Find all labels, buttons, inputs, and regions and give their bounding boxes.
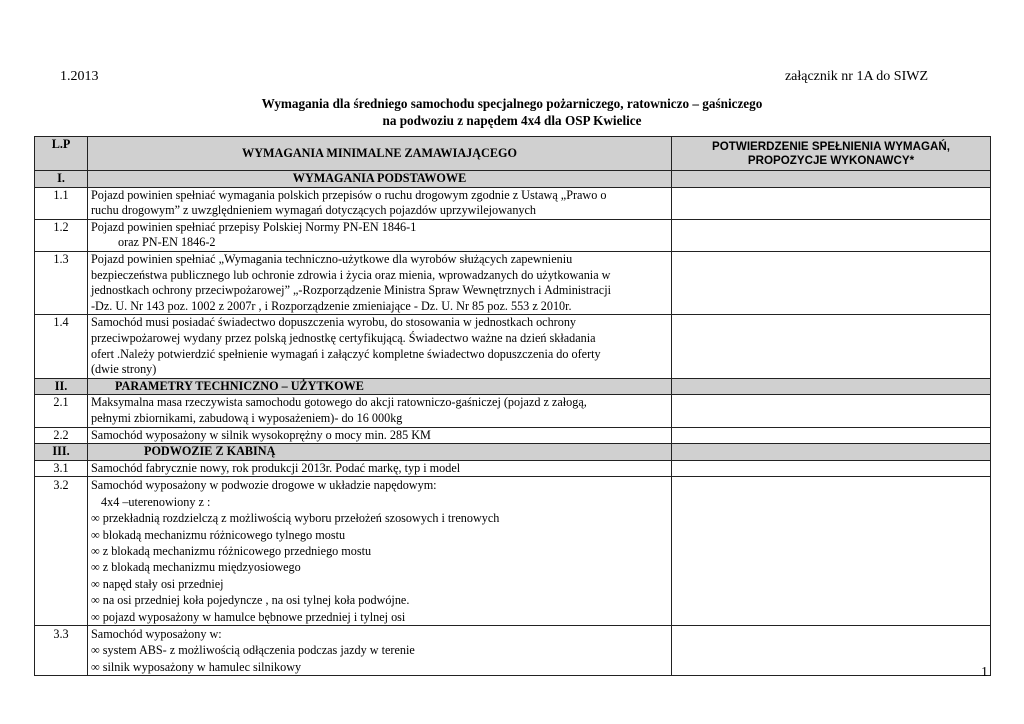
table-row <box>35 187 991 219</box>
confirmation-cell[interactable] <box>672 219 991 251</box>
row-requirement <box>88 187 672 219</box>
requirement-line: Pojazd powinien spełniać „Wymagania techniczno-użytkowe dla wyrobów służących zapewnieniu <box>91 251 573 266</box>
table-header-row <box>35 137 991 171</box>
row-number: 3.2 <box>35 477 88 626</box>
table-row <box>35 219 991 251</box>
requirement-line: pełnymi zbiornikami, zabudową i wyposażeniem)- do 16 000kg <box>91 410 403 425</box>
requirement-line: Samochód wyposażony w: <box>91 626 222 641</box>
requirement-line: ∞ pojazd wyposażony w hamulce bębnowe przedniej i tylnej osi <box>91 609 406 624</box>
section-row <box>35 171 991 188</box>
requirement-line: jednostkach ochrony przeciwpożarowej” „-Rozporządzenie Ministra Spraw Wewnętrznych i Administracji <box>91 283 611 298</box>
row-number: 3.1 <box>35 460 88 477</box>
section-confirmation-cell <box>672 378 991 395</box>
requirement-line: Samochód fabrycznie nowy, rok produkcji 2013r. Podać markę, typ i model <box>91 460 461 475</box>
section-title: PODWOZIE Z KABINĄ <box>88 444 672 461</box>
requirement-line: ∞ z blokadą mechanizmu różnicowego przedniego mostu <box>91 543 372 558</box>
section-number: III. <box>35 444 88 461</box>
requirement-line: 4x4 –uterenowiony z : <box>101 494 211 509</box>
requirement-line: ∞ na osi przedniej koła pojedyncze , na osi tylnej koła podwójne. <box>91 593 410 608</box>
row-number: 2.2 <box>35 427 88 444</box>
header-confirmation-line2: PROPOZYCJE WYKONAWCY* <box>747 153 915 167</box>
row-requirement <box>88 477 672 626</box>
row-number: 1.2 <box>35 219 88 251</box>
requirements-table <box>34 136 991 676</box>
requirement-line: ∞ blokadą mechanizmu różnicowego tylnego mostu <box>91 527 346 542</box>
requirement-line: bezpieczeństwa publicznego lub ochronie zdrowia i życia oraz mienia, wprowadzanych do użytkowania w <box>91 267 611 282</box>
row-number: 2.1 <box>35 395 88 427</box>
confirmation-cell[interactable] <box>672 187 991 219</box>
confirmation-cell[interactable] <box>672 460 991 477</box>
confirmation-cell[interactable] <box>672 395 991 427</box>
requirement-line: Pojazd powinien spełniać wymagania polskich przepisów o ruchu drogowym zgodnie z Ustawą „Prawo o <box>91 187 607 202</box>
table-row <box>35 315 991 378</box>
requirement-line: ofert .Należy potwierdzić spełnienie wymagań i załączyć kompletne świadectwo dopuszczenia do oferty <box>91 346 601 361</box>
requirement-line: przeciwpożarowej wydany przez polską jednostkę certyfikującą. Świadectwo ważne na dzień składania <box>91 330 596 345</box>
requirement-line: oraz PN-EN 1846-2 <box>118 235 216 250</box>
requirement-line: ∞ silnik wyposażony w hamulec silnikowy <box>91 659 302 674</box>
row-number: 1.4 <box>35 315 88 378</box>
table-row <box>35 460 991 477</box>
row-number: 3.3 <box>35 625 88 675</box>
document-title-line2: na podwoziu z napędem 4x4 dla OSP Kwielice <box>382 113 642 128</box>
confirmation-cell[interactable] <box>672 315 991 378</box>
confirmation-cell[interactable] <box>672 625 991 675</box>
section-number: I. <box>35 171 88 188</box>
requirement-line: Maksymalna masa rzeczywista samochodu gotowego do akcji ratowniczo-gaśniczej (pojazd z załogą, <box>91 395 587 410</box>
requirement-line: -Dz. U. Nr 143 poz. 1002 z 2007r , i Rozporządzenie zmieniające - Dz. U. Nr 85 poz. 553 z 2010r. <box>91 298 572 313</box>
confirmation-cell[interactable] <box>672 251 991 314</box>
table-row <box>35 395 991 427</box>
section-confirmation-cell <box>672 171 991 188</box>
table-row <box>35 625 991 675</box>
row-requirement <box>88 395 672 427</box>
section-row <box>35 444 991 461</box>
section-row <box>35 378 991 395</box>
header-confirmation <box>672 137 991 171</box>
header-requirements: WYMAGANIA MINIMALNE ZAMAWIAJĄCEGO <box>88 137 672 171</box>
requirement-line: Samochód wyposażony w podwozie drogowe w układzie napędowym: <box>91 478 437 493</box>
requirement-line: ∞ system ABS- z możliwością odłączenia podczas jazdy w terenie <box>91 643 415 658</box>
confirmation-cell[interactable] <box>672 477 991 626</box>
requirement-line: ∞ z blokadą mechanizmu międzyosiowego <box>91 560 301 575</box>
header-lp: L.P <box>35 137 88 171</box>
row-requirement <box>88 460 672 477</box>
requirement-line: ruchu drogowym” z uwzględnieniem wymagań dotyczących pojazdów uprzywilejowanych <box>91 203 537 218</box>
requirement-line: Pojazd powinien spełniać przepisy Polskiej Normy PN-EN 1846-1 <box>91 219 417 234</box>
requirement-line: Samochód musi posiadać świadectwo dopuszczenia wyrobu, do stosowania w jednostkach ochrony <box>91 315 577 330</box>
section-number: II. <box>35 378 88 395</box>
row-requirement <box>88 427 672 444</box>
document-title-line1: Wymagania dla średniego samochodu specjalnego pożarniczego, ratowniczo – gaśniczego <box>261 96 763 111</box>
row-requirement <box>88 251 672 314</box>
table-row <box>35 251 991 314</box>
row-number: 1.3 <box>35 251 88 314</box>
requirement-line: Samochód wyposażony w silnik wysokoprężny o mocy min. 285 KM <box>91 427 431 442</box>
row-requirement <box>88 219 672 251</box>
section-title: PARAMETRY TECHNICZNO – UŻYTKOWE <box>88 378 672 395</box>
requirement-line: (dwie strony) <box>91 362 157 377</box>
table-row <box>35 477 991 626</box>
requirement-line: ∞ przekładnią rozdzielczą z możliwością wyboru przełożeń szosowych i trenowych <box>91 511 500 526</box>
header-confirmation-line1: POTWIERDZENIE SPEŁNIENIA WYMAGAŃ, <box>712 139 950 153</box>
row-number: 1.1 <box>35 187 88 219</box>
attachment-label: załącznik nr 1A do SIWZ <box>784 69 928 84</box>
document-date: 1.2013 <box>60 69 99 84</box>
page-number: 1 <box>981 665 988 680</box>
table-row <box>35 427 991 444</box>
section-confirmation-cell <box>672 444 991 461</box>
requirement-line: ∞ napęd stały osi przedniej <box>91 576 224 591</box>
row-requirement <box>88 315 672 378</box>
row-requirement <box>88 625 672 675</box>
confirmation-cell[interactable] <box>672 427 991 444</box>
section-title: WYMAGANIA PODSTAWOWE <box>88 171 672 188</box>
